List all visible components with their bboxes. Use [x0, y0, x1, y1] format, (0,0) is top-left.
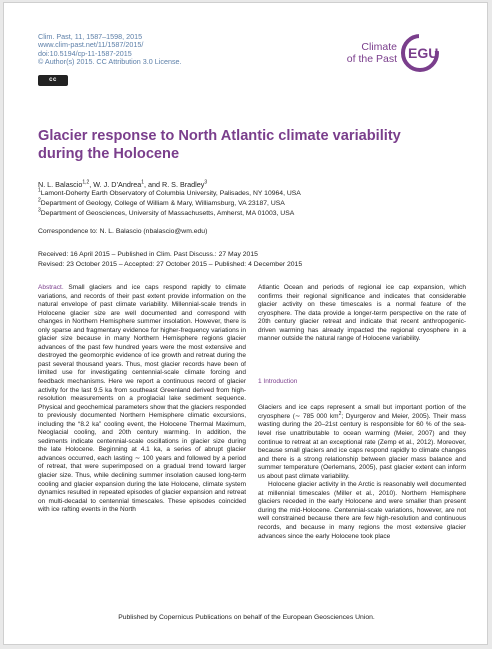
paper-page	[3, 2, 488, 645]
affiliation-3: $^3$Department of Geosciences, University of Massachusetts, Amherst, MA 01003, USA	[38, 207, 295, 217]
correspondence: Correspondence to: N. L. Balascio (nbalascio@wm.edu)	[38, 228, 208, 235]
journal-name-line1: Climate	[361, 41, 397, 53]
affiliation-1: $^1$Lamont-Doherty Earth Observatory of Columbia University, Palisades, NY 10964, USA	[38, 187, 301, 197]
journal-name-line2: of the Past	[346, 53, 397, 65]
abstract	[38, 284, 246, 515]
affiliation-2: $^2$Department of Geology, College of William & Mary, Williamsburg, VA 23187, USA	[38, 197, 285, 207]
abstract-continuation: Atlantic Ocean and periods of regional ice cap expansion, which confirms their regional significance and indicates that considerable glacier activity on these timescales is a normal feature of the cryosphere. The data provide a longer-term perspective on the rate of 20th century glacier retreat and indicate that recent anthropogenic-driven warming has already impacted the regional cryosphere in a manner outside the natural range of Holocene variability.	[258, 284, 466, 343]
intro-paragraph-2: Holocene glacier activity in the Arctic is reasonably well documented at millennial timescales (Miller et al., 2010). Northern Hemisphere glaciers receded in the early Holocene and were smaller than present during the mid-Holocene. Centennial-scale variations, however, are not well constrained because there are few high-resolution and continuous records, and because in many regions the most extensive glacier advances since the early Holocene took place	[258, 481, 466, 540]
right-column	[258, 284, 466, 541]
publisher-footer: Published by Copernicus Publications on behalf of the European Geosciences Union.	[118, 614, 375, 621]
cc-license-icon: cc	[38, 75, 68, 86]
citation: Clim. Past, 11, 1587–1598, 2015	[38, 32, 143, 41]
affiliations	[38, 189, 301, 219]
copyright: © Author(s) 2015. CC Attribution 3.0 License.	[38, 57, 182, 67]
journal-url[interactable]: www.clim-past.net/11/1587/2015/	[38, 40, 144, 50]
header-meta	[38, 33, 182, 67]
paper-title: Glacier response to North Atlantic climate variability during the Holocene	[38, 128, 401, 162]
abstract-text: Small glaciers and ice caps respond rapidly to climate variations, and records of their past extent provide information on the natural envelope of past climate variability. Millennial-scale trends in Holocene glacier size are well documented and correspond with changes in Northern Hemisphere summer insolation. However, there is only sparse and fragmentary evidence for higher-frequency variations in glacier size because in many Northern Hemisphere regions glacier advances of the past few hundred years were the most extensive and destroyed the geomorphic evidence of ice growth and retreat during the past several thousand years. Thus, most glacier records have been of limited use for investigating centennial-scale climate forcing and feedback mechanisms. Here we report a continuous record of glacier activity for the last 9.5 ka from southeast Greenland derived from high-resolution measurements on a proglacial lake sediment sequence. Physical and geochemical parameters show that the glaciers responded to previously documented Northern Hemisphere climatic excursions, including the “8.2 ka” cooling event, the Holocene Thermal Maximum, Neoglacial cooling, and 20th century warming. In addition, the sediments indicate centennial-scale oscillations in glacier size during the late Holocene. Beginning at 4.1 ka, a series of abrupt glacier advances occurred, each lasting ∼ 100 years and followed by a period of retreat, that were superimposed on a gradual trend toward larger glacier size. Thus, while declining summer insolation caused long-term cooling and glacier expansion during the late Holocene, climate system dynamics resulted in repeated episodes of glacier expansion and retreat on multi-decadal to centennial timescales. These episodes coincided with ice rafting events in the North	[38, 284, 246, 514]
abstract-label: Abstract.	[38, 284, 64, 291]
section-heading-introduction: 1 Introduction	[258, 377, 298, 385]
abstract-column	[38, 284, 246, 515]
dates	[38, 250, 302, 270]
egu-logo-icon	[400, 33, 440, 73]
authors: N. L. Balascio$^{1,2}$, W. J. D’Andrea$^1$, and R. S. Bradley$^3$	[38, 179, 208, 189]
dates-received: Received: 16 April 2015 – Published in Clim. Past Discuss.: 27 May 2015	[38, 251, 258, 258]
intro-paragraph-1: Glaciers and ice caps represent a small but important portion of the cryosphere (∼ 785 000 $km^2$; Dyurgerov and Meier, 2005). Their mass wasting during the 20–21st century is responsible for 60 % of the sea-level rise unattributable to ocean warming (Meier, 2007) and they continue to retreat at an exceptional rate (Zemp et al., 2012). Moreover, because small glaciers and ice caps respond rapidly to climate changes and there is a strong relationship between glacier mass balance and summer temperature (Oerlemans, 2005), past glacier extent can inform us about past climate variability.	[258, 404, 466, 480]
dates-revised: Revised: 23 October 2015 – Accepted: 27 October 2015 – Published: 4 December 2015	[38, 261, 303, 268]
doi[interactable]: doi:10.5194/cp-11-1587-2015	[38, 48, 132, 58]
egu-logo-text: EGU	[408, 45, 439, 61]
journal-name	[337, 41, 397, 65]
